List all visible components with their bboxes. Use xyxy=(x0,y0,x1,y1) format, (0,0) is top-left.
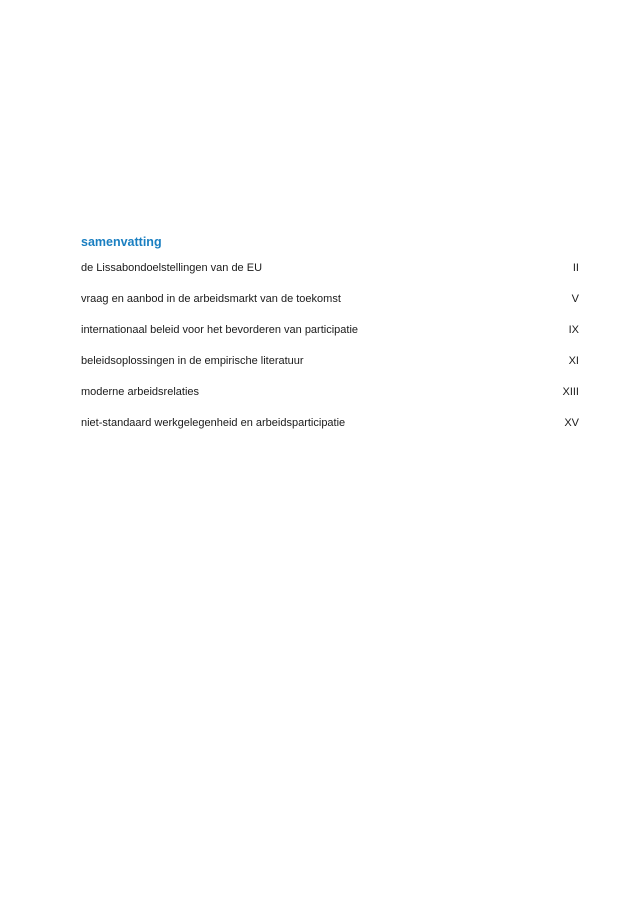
toc-entry-title: beleidsoplossingen in de empirische literatuur xyxy=(81,355,304,367)
toc-list xyxy=(81,260,579,446)
toc-entry-title: de Lissabondoelstellingen van de EU xyxy=(81,262,263,274)
toc-entry-lissabon[interactable] xyxy=(81,260,579,291)
toc-heading: samenvatting xyxy=(81,235,162,249)
toc-entry-vraag-aanbod[interactable] xyxy=(81,291,579,322)
toc-entry-niet-standaard[interactable] xyxy=(81,415,579,446)
toc-entry-page: XIII xyxy=(562,386,579,398)
toc-entry-internationaal-beleid[interactable] xyxy=(81,322,579,353)
toc-entry-page: IX xyxy=(568,324,579,336)
toc-entry-arbeidsrelaties[interactable] xyxy=(81,384,579,415)
toc-entry-beleidsoplossingen[interactable] xyxy=(81,353,579,384)
toc-entry-page: II xyxy=(572,262,579,274)
toc-entry-page: V xyxy=(571,293,579,305)
toc-entry-page: XV xyxy=(564,417,579,429)
toc-entry-title: moderne arbeidsrelaties xyxy=(81,386,200,398)
toc-entry-page: XI xyxy=(568,355,579,367)
toc-entry-title: niet-standaard werkgelegenheid en arbeidsparticipatie xyxy=(81,417,346,429)
table-of-contents xyxy=(81,234,579,446)
toc-entry-title: vraag en aanbod in de arbeidsmarkt van de toekomst xyxy=(81,293,341,305)
toc-entry-title: internationaal beleid voor het bevorderen van participatie xyxy=(81,324,359,336)
